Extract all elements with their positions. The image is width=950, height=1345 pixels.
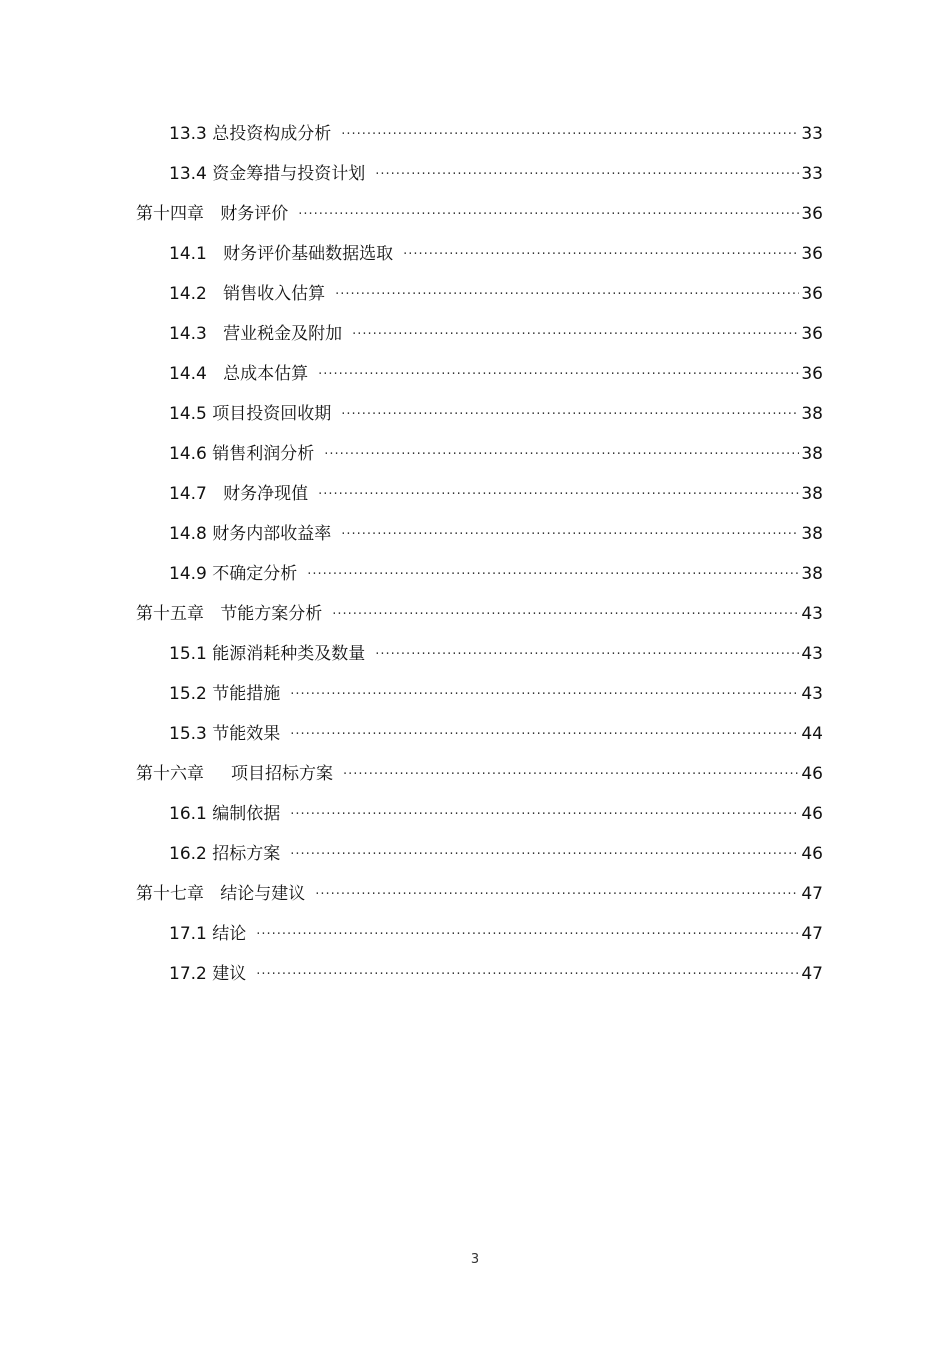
toc-entry-page-number: 38 bbox=[801, 444, 823, 464]
toc-entry-page-number: 46 bbox=[801, 764, 823, 784]
toc-entry[interactable] bbox=[0, 434, 950, 474]
toc-leader-dots bbox=[341, 524, 799, 544]
toc-entry[interactable] bbox=[0, 474, 950, 514]
toc-entry[interactable] bbox=[0, 114, 950, 154]
toc-entry-title: 14.8 财务内部收益率 bbox=[169, 524, 332, 544]
toc-entry-title: 16.1 编制依据 bbox=[169, 804, 281, 824]
toc-leader-dots bbox=[324, 444, 799, 464]
toc-entry-page-number: 33 bbox=[801, 124, 823, 144]
toc-entry-title: 第十五章 节能方案分析 bbox=[136, 604, 323, 624]
toc-entry[interactable] bbox=[0, 754, 950, 794]
toc-leader-dots bbox=[256, 964, 799, 984]
toc-entry-title: 13.4 资金筹措与投资计划 bbox=[169, 164, 366, 184]
toc-leader-dots bbox=[341, 404, 799, 424]
toc-entry[interactable] bbox=[0, 674, 950, 714]
toc-entry-page-number: 38 bbox=[801, 564, 823, 584]
toc-entry-title: 14.1 财务评价基础数据选取 bbox=[169, 244, 394, 264]
toc-leader-dots bbox=[290, 684, 799, 704]
toc-leader-dots bbox=[375, 644, 799, 664]
toc-entry[interactable] bbox=[0, 394, 950, 434]
toc-entry[interactable] bbox=[0, 874, 950, 914]
toc-entry[interactable] bbox=[0, 634, 950, 674]
toc-entry-title: 第十七章 结论与建议 bbox=[136, 884, 306, 904]
toc-leader-dots bbox=[290, 804, 799, 824]
toc-entry-page-number: 47 bbox=[801, 964, 823, 984]
toc-leader-dots bbox=[315, 884, 799, 904]
toc-entry-page-number: 43 bbox=[801, 604, 823, 624]
toc-entry-title: 14.9 不确定分析 bbox=[169, 564, 298, 584]
toc-entry-page-number: 44 bbox=[801, 724, 823, 744]
toc-entry-page-number: 38 bbox=[801, 524, 823, 544]
toc-entry-page-number: 36 bbox=[801, 364, 823, 384]
toc-entry[interactable] bbox=[0, 354, 950, 394]
page-number: 3 bbox=[470, 1252, 480, 1267]
toc-leader-dots bbox=[318, 484, 799, 504]
toc-entry-page-number: 38 bbox=[801, 404, 823, 424]
toc-entry-page-number: 46 bbox=[801, 804, 823, 824]
table-of-contents bbox=[0, 114, 950, 994]
toc-entry[interactable] bbox=[0, 194, 950, 234]
toc-entry[interactable] bbox=[0, 314, 950, 354]
toc-entry-page-number: 33 bbox=[801, 164, 823, 184]
toc-leader-dots bbox=[375, 164, 799, 184]
toc-leader-dots bbox=[332, 604, 799, 624]
toc-entry-title: 第十四章 财务评价 bbox=[136, 204, 289, 224]
toc-entry[interactable] bbox=[0, 594, 950, 634]
toc-entry-page-number: 47 bbox=[801, 924, 823, 944]
toc-entry-page-number: 38 bbox=[801, 484, 823, 504]
toc-entry-page-number: 43 bbox=[801, 644, 823, 664]
toc-leader-dots bbox=[298, 204, 799, 224]
toc-entry-page-number: 36 bbox=[801, 204, 823, 224]
toc-leader-dots bbox=[341, 124, 799, 144]
toc-leader-dots bbox=[307, 564, 799, 584]
toc-entry-title: 13.3 总投资构成分析 bbox=[169, 124, 332, 144]
toc-entry[interactable] bbox=[0, 554, 950, 594]
toc-leader-dots bbox=[318, 364, 799, 384]
toc-entry-title: 14.3 营业税金及附加 bbox=[169, 324, 343, 344]
toc-entry-title: 17.2 建议 bbox=[169, 964, 247, 984]
toc-leader-dots bbox=[335, 284, 799, 304]
toc-entry-page-number: 36 bbox=[801, 284, 823, 304]
toc-entry-page-number: 36 bbox=[801, 244, 823, 264]
toc-entry-title: 14.5 项目投资回收期 bbox=[169, 404, 332, 424]
toc-entry-page-number: 43 bbox=[801, 684, 823, 704]
toc-entry-title: 16.2 招标方案 bbox=[169, 844, 281, 864]
toc-entry-title: 14.2 销售收入估算 bbox=[169, 284, 326, 304]
toc-entry-title: 15.1 能源消耗种类及数量 bbox=[169, 644, 366, 664]
toc-entry-title: 14.4 总成本估算 bbox=[169, 364, 309, 384]
toc-entry[interactable] bbox=[0, 914, 950, 954]
toc-entry[interactable] bbox=[0, 274, 950, 314]
toc-entry-title: 17.1 结论 bbox=[169, 924, 247, 944]
toc-leader-dots bbox=[403, 244, 799, 264]
toc-leader-dots bbox=[256, 924, 799, 944]
toc-entry[interactable] bbox=[0, 714, 950, 754]
toc-entry-title: 第十六章 项目招标方案 bbox=[136, 764, 334, 784]
toc-entry[interactable] bbox=[0, 794, 950, 834]
toc-entry-title: 14.6 销售利润分析 bbox=[169, 444, 315, 464]
toc-entry-title: 15.2 节能措施 bbox=[169, 684, 281, 704]
toc-entry[interactable] bbox=[0, 154, 950, 194]
toc-entry-page-number: 46 bbox=[801, 844, 823, 864]
toc-entry[interactable] bbox=[0, 514, 950, 554]
toc-entry-page-number: 36 bbox=[801, 324, 823, 344]
toc-leader-dots bbox=[290, 724, 799, 744]
toc-entry-page-number: 47 bbox=[801, 884, 823, 904]
toc-entry[interactable] bbox=[0, 954, 950, 994]
toc-entry[interactable] bbox=[0, 234, 950, 274]
toc-entry[interactable] bbox=[0, 834, 950, 874]
toc-entry-title: 14.7 财务净现值 bbox=[169, 484, 309, 504]
toc-leader-dots bbox=[343, 764, 799, 784]
toc-entry-title: 15.3 节能效果 bbox=[169, 724, 281, 744]
toc-leader-dots bbox=[290, 844, 799, 864]
toc-leader-dots bbox=[352, 324, 799, 344]
